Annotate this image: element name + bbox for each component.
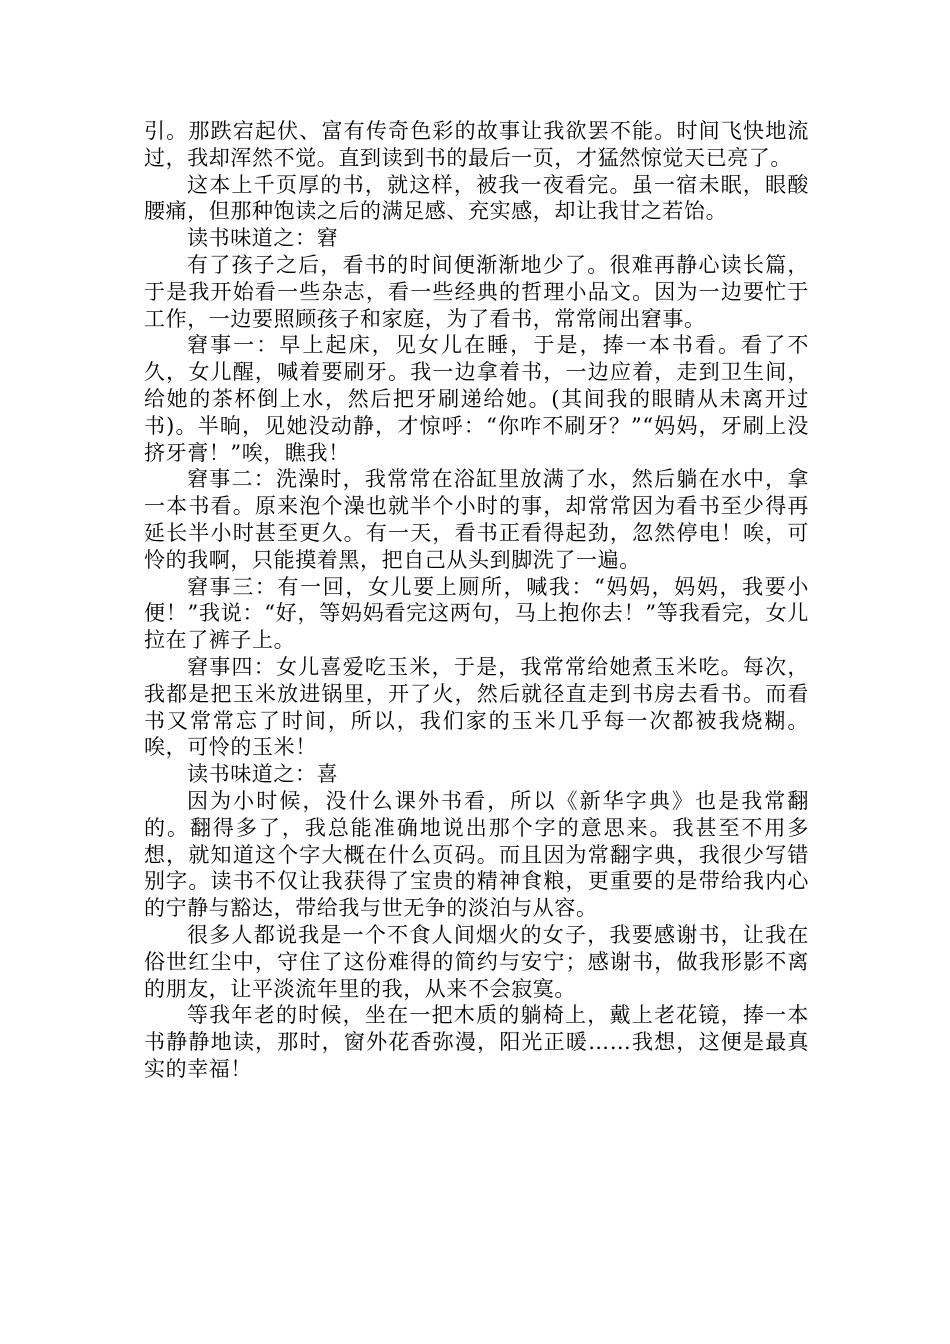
paragraph-dictionary: 因为小时候，没什么课外书看，所以《新华字典》也是我常翻的。翻得多了，我总能准确地说出那个字的意思来。我甚至不用多想，就知道这个字大概在什么页码。而且因为常翻字典，我很少写错别字。读书不仅让我获得了宝贵的精神食粮，更重要的是带给我内心的宁静与豁达，带给我与世无争的淡泊与从容。 bbox=[144, 788, 809, 921]
article-body bbox=[144, 118, 809, 1083]
paragraph-incident-three: 窘事三：有一回，女儿要上厕所，喊我：“妈妈，妈妈，我要小便！”我说：“好，等妈妈看完这两句，马上抱你去！”等我看完，女儿拉在了裤子上。 bbox=[144, 574, 809, 653]
section-heading-embarrassment: 读书味道之：窘 bbox=[187, 226, 339, 251]
paragraph-old-age: 等我年老的时候，坐在一把木质的躺椅上，戴上老花镜，捧一本书静静地读，那时，窗外花香弥漫，阳光正暖……我想，这便是最真实的幸福！ bbox=[144, 1003, 809, 1081]
paragraph-one-night-read: 这本上千页厚的书，就这样，被我一夜看完。虽一宿未眠，眼酸腰痛，但那种饱读之后的满足感、充实感，却让我甘之若饴。 bbox=[144, 172, 809, 224]
paragraph-incident-one: 窘事一：早上起床，见女儿在睡，于是，捧一本书看。看了不久，女儿醒，喊着要刷牙。我一边拿着书，一边应着，走到卫生间，给她的茶杯倒上水，然后把牙刷递给她。(其间我的眼睛从未离开过书)。半晌，见她没动静，才惊呼：“你咋不刷牙？”“妈妈，牙刷上没挤牙膏！”唉，瞧我！ bbox=[144, 333, 809, 465]
paragraph-after-child: 有了孩子之后，看书的时间便渐渐地少了。很难再静心读长篇，于是我开始看一些杂志，看一些经典的哲理小品文。因为一边要忙于工作，一边要照顾孩子和家庭，为了看书，常常闹出窘事。 bbox=[144, 252, 809, 331]
paragraph-continued-intro: 引。那跌宕起伏、富有传奇色彩的故事让我欲罢不能。时间飞快地流过，我却浑然不觉。直到读到书的最后一页，才猛然惊觉天已亮了。 bbox=[144, 119, 809, 170]
paragraph-incident-four: 窘事四：女儿喜爱吃玉米，于是，我常常给她煮玉米吃。每次，我都是把玉米放进锅里，开了火，然后就径直走到书房去看书。而看书又常常忘了时间，所以，我们家的玉米几乎每一次都被我烧糊。唉，可怜的玉米！ bbox=[144, 654, 809, 760]
section-heading-joy: 读书味道之：喜 bbox=[187, 762, 339, 787]
paragraph-gratitude: 很多人都说我是一个不食人间烟火的女子，我要感谢书，让我在俗世红尘中，守住了这份难得的简约与安宁；感谢书，做我形影不离的朋友，让平淡流年里的我，从来不会寂寞。 bbox=[144, 922, 809, 1001]
paragraph-incident-two: 窘事二：洗澡时，我常常在浴缸里放满了水，然后躺在水中，拿一本书看。原来泡个澡也就半个小时的事，却常常因为看书至少得再延长半小时甚至更久。有一天，看书正看得起劲，忽然停电！唉，可怜的我啊，只能摸着黑，把自己从头到脚洗了一遍。 bbox=[144, 467, 809, 572]
